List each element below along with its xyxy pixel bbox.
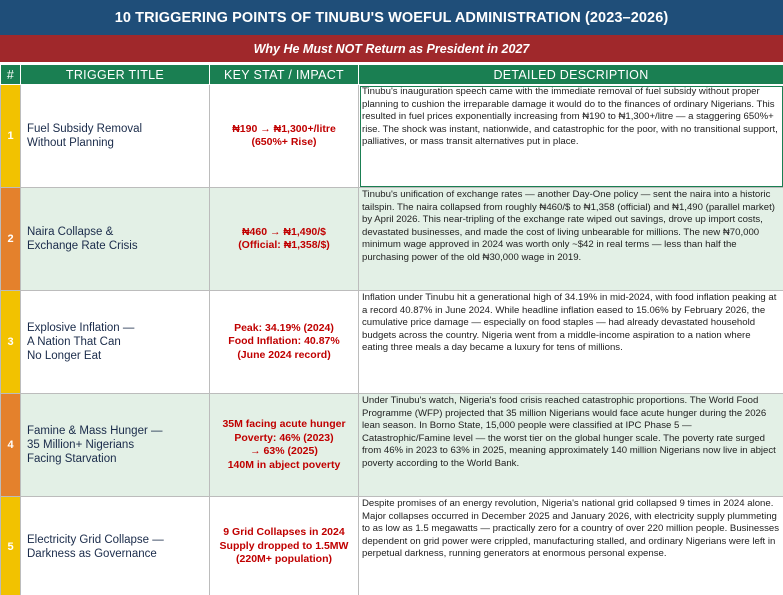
description-cell[interactable]: Despite promises of an energy revolution, Nigeria's national grid collapsed 9 times in 2024 alone. Major collapses occurred in December 2025 and January 2026, with electricity supply plummeting to as low as 1.5 megawatts — practically zero for a country of over 220 million people. Businesses dependent on grid power were crippled, manufacturing stalled, and ordinary Nigerians were left in perpetual darkness, running generators at enormous personal expense.: [359, 497, 783, 595]
title-line: Naira Collapse &: [27, 226, 114, 238]
column-header-number[interactable]: #: [1, 65, 21, 85]
table-row: [1, 85, 783, 188]
stat-line: 35M facing acute hunger: [222, 418, 346, 430]
title-line: Fuel Subsidy Removal: [27, 123, 143, 135]
title-line: No Longer Eat: [27, 350, 102, 362]
row-number[interactable]: 2: [1, 188, 21, 291]
row-number[interactable]: 5: [1, 497, 21, 595]
column-header-key-stat[interactable]: KEY STAT / IMPACT: [210, 65, 359, 85]
stat-line: 140M in abject poverty: [227, 458, 341, 471]
stat-line: 9 Grid Collapses in 2024: [223, 526, 345, 539]
row-number[interactable]: 4: [1, 394, 21, 497]
key-stat-cell[interactable]: [210, 394, 359, 497]
stat-line: Food Inflation: 40.87%: [228, 335, 340, 348]
column-header-trigger-title[interactable]: TRIGGER TITLE: [21, 65, 210, 85]
title-line: Exchange Rate Crisis: [27, 240, 138, 252]
stat-line: Peak: 34.19% (2024): [234, 321, 334, 334]
report-title: 10 TRIGGERING POINTS OF TINUBU'S WOEFUL ADMINISTRATION (2023–2026): [0, 0, 783, 35]
table-row: [1, 188, 783, 291]
stat-line: (220M+ population): [236, 553, 332, 566]
stat-line: Poverty: 46% (2023): [234, 431, 334, 444]
title-line: Electricity Grid Collapse —: [27, 533, 164, 546]
stat-line: (Official: ₦1,358/$): [238, 239, 330, 251]
trigger-title-cell[interactable]: [21, 497, 210, 595]
title-line: Explosive Inflation —: [27, 322, 135, 334]
trigger-title-cell[interactable]: [21, 394, 210, 497]
description-cell[interactable]: Inflation under Tinubu hit a generational high of 34.19% in mid-2024, with food inflation peaking at a record 40.87% in June 2024. While headline inflation eased to 15.06% by February 2026, the cumulative price damage — especially on food staples — had already devastated household budgets across the country. Nigeria went from a middle-income aspiration to a nation where eating three meals a day became a luxury for tens of millions.: [359, 291, 783, 394]
table-row: [1, 497, 783, 595]
column-header-detailed-description[interactable]: DETAILED DESCRIPTION: [359, 65, 783, 85]
title-line: Famine & Mass Hunger —: [27, 425, 163, 437]
title-line: Without Planning: [27, 137, 114, 149]
key-stat-cell[interactable]: [210, 85, 359, 188]
title-line: A Nation That Can: [27, 336, 121, 348]
trigger-table: [0, 64, 783, 595]
title-line: Darkness as Governance: [27, 547, 157, 560]
title-line: Facing Starvation: [27, 453, 117, 465]
trigger-title-cell[interactable]: [21, 85, 210, 188]
stat-line: (June 2024 record): [237, 348, 331, 361]
description-cell[interactable]: Tinubu's inauguration speech came with the immediate removal of fuel subsidy without proper planning to cushion the irreparable damage it would do to the finances of ordinary Nigerians. This resulted in fuel prices exponentially increasing from ₦190 to ₦1,300+/litre — a staggering 650%+ rise. The shock was instant, nationwide, and catastrophic for the poor, with no transitional support, palliatives, or mass transit alternatives put in place.: [359, 85, 783, 188]
description-cell[interactable]: Under Tinubu's watch, Nigeria's food crisis reached catastrophic proportions. The World Food Programme (WFP) projected that 35 million Nigerians would face acute hunger during the 2026 lean season. In Borno State, 15,000 people were classified at IPC Phase 5 — Catastrophic/Famine level — the worst tier on the global hunger scale. The poverty rate surged from 46% in 2023 to 63% in 2025, meaning approximately 140 million Nigerians now live in abject poverty according to the World Bank.: [359, 394, 783, 497]
stat-line: ₦190 → ₦1,300+/litre: [232, 122, 336, 135]
stat-line: (650%+ Rise): [251, 136, 317, 148]
stat-line: → 63% (2025): [250, 445, 318, 457]
stat-line: ₦460 → ₦1,490/$: [241, 225, 327, 238]
stat-line: Supply dropped to 1.5MW: [219, 539, 349, 552]
table-row: [1, 291, 783, 394]
key-stat-cell[interactable]: [210, 291, 359, 394]
key-stat-cell[interactable]: [210, 497, 359, 595]
description-cell[interactable]: Tinubu's unification of exchange rates — another Day-One policy — sent the naira into a historic tailspin. The naira collapsed from roughly ₦460/$ to ₦1,358 (official) and ₦1,490 (parallel market) by April 2026. This near-tripling of the exchange rate wiped out savings, drove up import costs, devastated businesses, and made the cost of living unbearable for millions. The new ₦70,000 minimum wage approved in 2024 was worth only ~$42 in real terms — less than half the purchasing power of the old ₦30,000 wage in 2019.: [359, 188, 783, 291]
key-stat-cell[interactable]: [210, 188, 359, 291]
header-row: [1, 65, 783, 85]
trigger-title-cell[interactable]: [21, 291, 210, 394]
title-line: 35 Million+ Nigerians: [27, 439, 135, 451]
table-row: [1, 394, 783, 497]
trigger-title-cell[interactable]: [21, 188, 210, 291]
row-number[interactable]: 1: [1, 85, 21, 188]
row-number[interactable]: 3: [1, 291, 21, 394]
report-subtitle: Why He Must NOT Return as President in 2027: [0, 35, 783, 62]
